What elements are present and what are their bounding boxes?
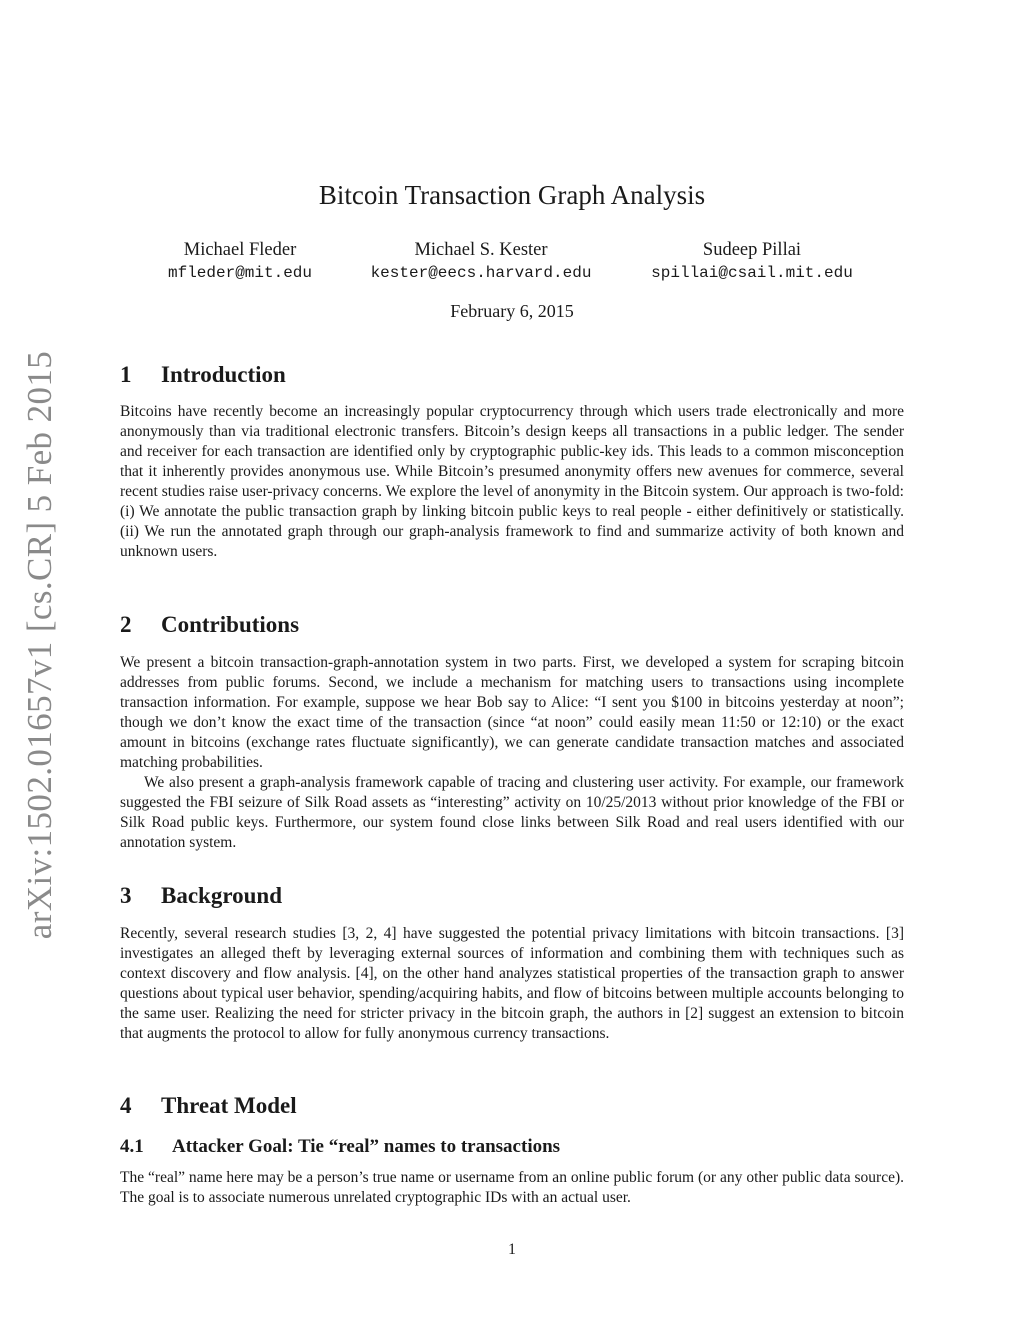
paper-title: Bitcoin Transaction Graph Analysis	[318, 180, 706, 210]
section-title: Background	[161, 883, 283, 908]
author-block	[331, 238, 631, 284]
author-name: Sudeep Pillai	[702, 240, 802, 260]
section-title: Contributions	[161, 612, 300, 637]
section-heading-threat-model	[120, 1092, 297, 1120]
section-heading-introduction	[120, 361, 286, 389]
section-heading-background	[120, 882, 282, 910]
author-block	[602, 238, 902, 284]
contributions-paragraph-2: We also present a graph-analysis framework capable of tracing and clustering user activity. For example, our framework suggested the FBI seizure of Silk Road assets as “interesting” activity on 10/25/2013 without prior knowledge of the FBI or Silk Road public keys. Furthermore, our system found close links between Silk Road and real users identified with our annotation system.	[120, 774, 904, 851]
page-number: 1	[508, 1241, 516, 1258]
section-number: 3	[120, 883, 132, 908]
background-paragraph: Recently, several research studies [3, 2, 4] have suggested the potential privacy limitations with bitcoin transactions. [3] investigates an alleged theft by leveraging external sources of information and combining them with techniques such as context discovery and flow analysis. [4], on the other hand analyzes statistical properties of the transaction graph to answer questions about typical user behavior, spending/acquiring habits, and flow of bitcoins between multiple accounts belonging to the same user. Realizing the need for stricter privacy in the bitcoin graph, the authors in [2] suggest an extension to bitcoin that augments the protocol to allow for fully anonymous currency transactions.	[120, 925, 904, 1042]
section-title: Introduction	[161, 362, 286, 387]
introduction-paragraph: Bitcoins have recently become an increasingly popular cryptocurrency through which users trade electronically and more anonymously than via traditional electronic transfers. Bitcoin’s design keeps all transactions in a public ledger. The sender and receiver for each transaction are identified only by cryptographic public-key ids. This leads to a common misconception that it inherently provides anonymous use. While Bitcoin’s presumed anonymity offers new avenues for commerce, several recent studies raise user-privacy concerns. We explore the level of anonymity in the Bitcoin system. Our approach is two-fold: (i) We annotate the public transaction graph by linking bitcoin public keys to real people - either definitively or statistically. (ii) We run the annotated graph through our graph-analysis framework to find and summarize activity of both known and unknown users.	[120, 403, 904, 560]
section-title: Threat Model	[161, 1093, 297, 1118]
section-number: 1	[120, 362, 132, 387]
subsection-title: Attacker Goal: Tie “real” names to transactions	[172, 1136, 561, 1157]
section-number: 2	[120, 612, 132, 637]
section-number: 4	[120, 1093, 132, 1118]
subsection-number: 4.1	[120, 1136, 144, 1157]
author-email: kester@eecs.harvard.edu	[370, 264, 592, 282]
attacker-goal-paragraph: The “real” name here may be a person’s true name or username from an online public forum (or any other public data source). The goal is to associate numerous unrelated cryptographic IDs with an actual user.	[120, 1169, 904, 1206]
arxiv-sidebar-stamp	[18, 350, 62, 940]
author-name: Michael Fleder	[183, 240, 297, 260]
author-email: spillai@csail.mit.edu	[651, 264, 853, 282]
publication-date: February 6, 2015	[450, 301, 574, 321]
contributions-paragraph-1: We present a bitcoin transaction-graph-annotation system in two parts. First, we developed a system for scraping bitcoin addresses from public forums. Second, we include a mechanism for matching users to transactions using incomplete transaction information. For example, suppose we hear Bob say to Alice: “I sent you $100 in bitcoins yesterday at noon”; though we don’t know the exact time of the transaction (since “at noon” could easily mean 11:50 or 12:10) or the exact amount in bitcoins (exchange rates fluctuate significantly), we can generate candidate transaction matches and associated matching probabilities.	[120, 654, 904, 771]
subsection-heading-attacker-goal	[120, 1135, 560, 1159]
author-email: mfleder@mit.edu	[167, 264, 313, 282]
arxiv-identifier: arXiv:1502.01657v1 [cs.CR] 5 Feb 2015	[20, 350, 59, 940]
section-heading-contributions	[120, 611, 299, 639]
author-name: Michael S. Kester	[414, 240, 548, 260]
